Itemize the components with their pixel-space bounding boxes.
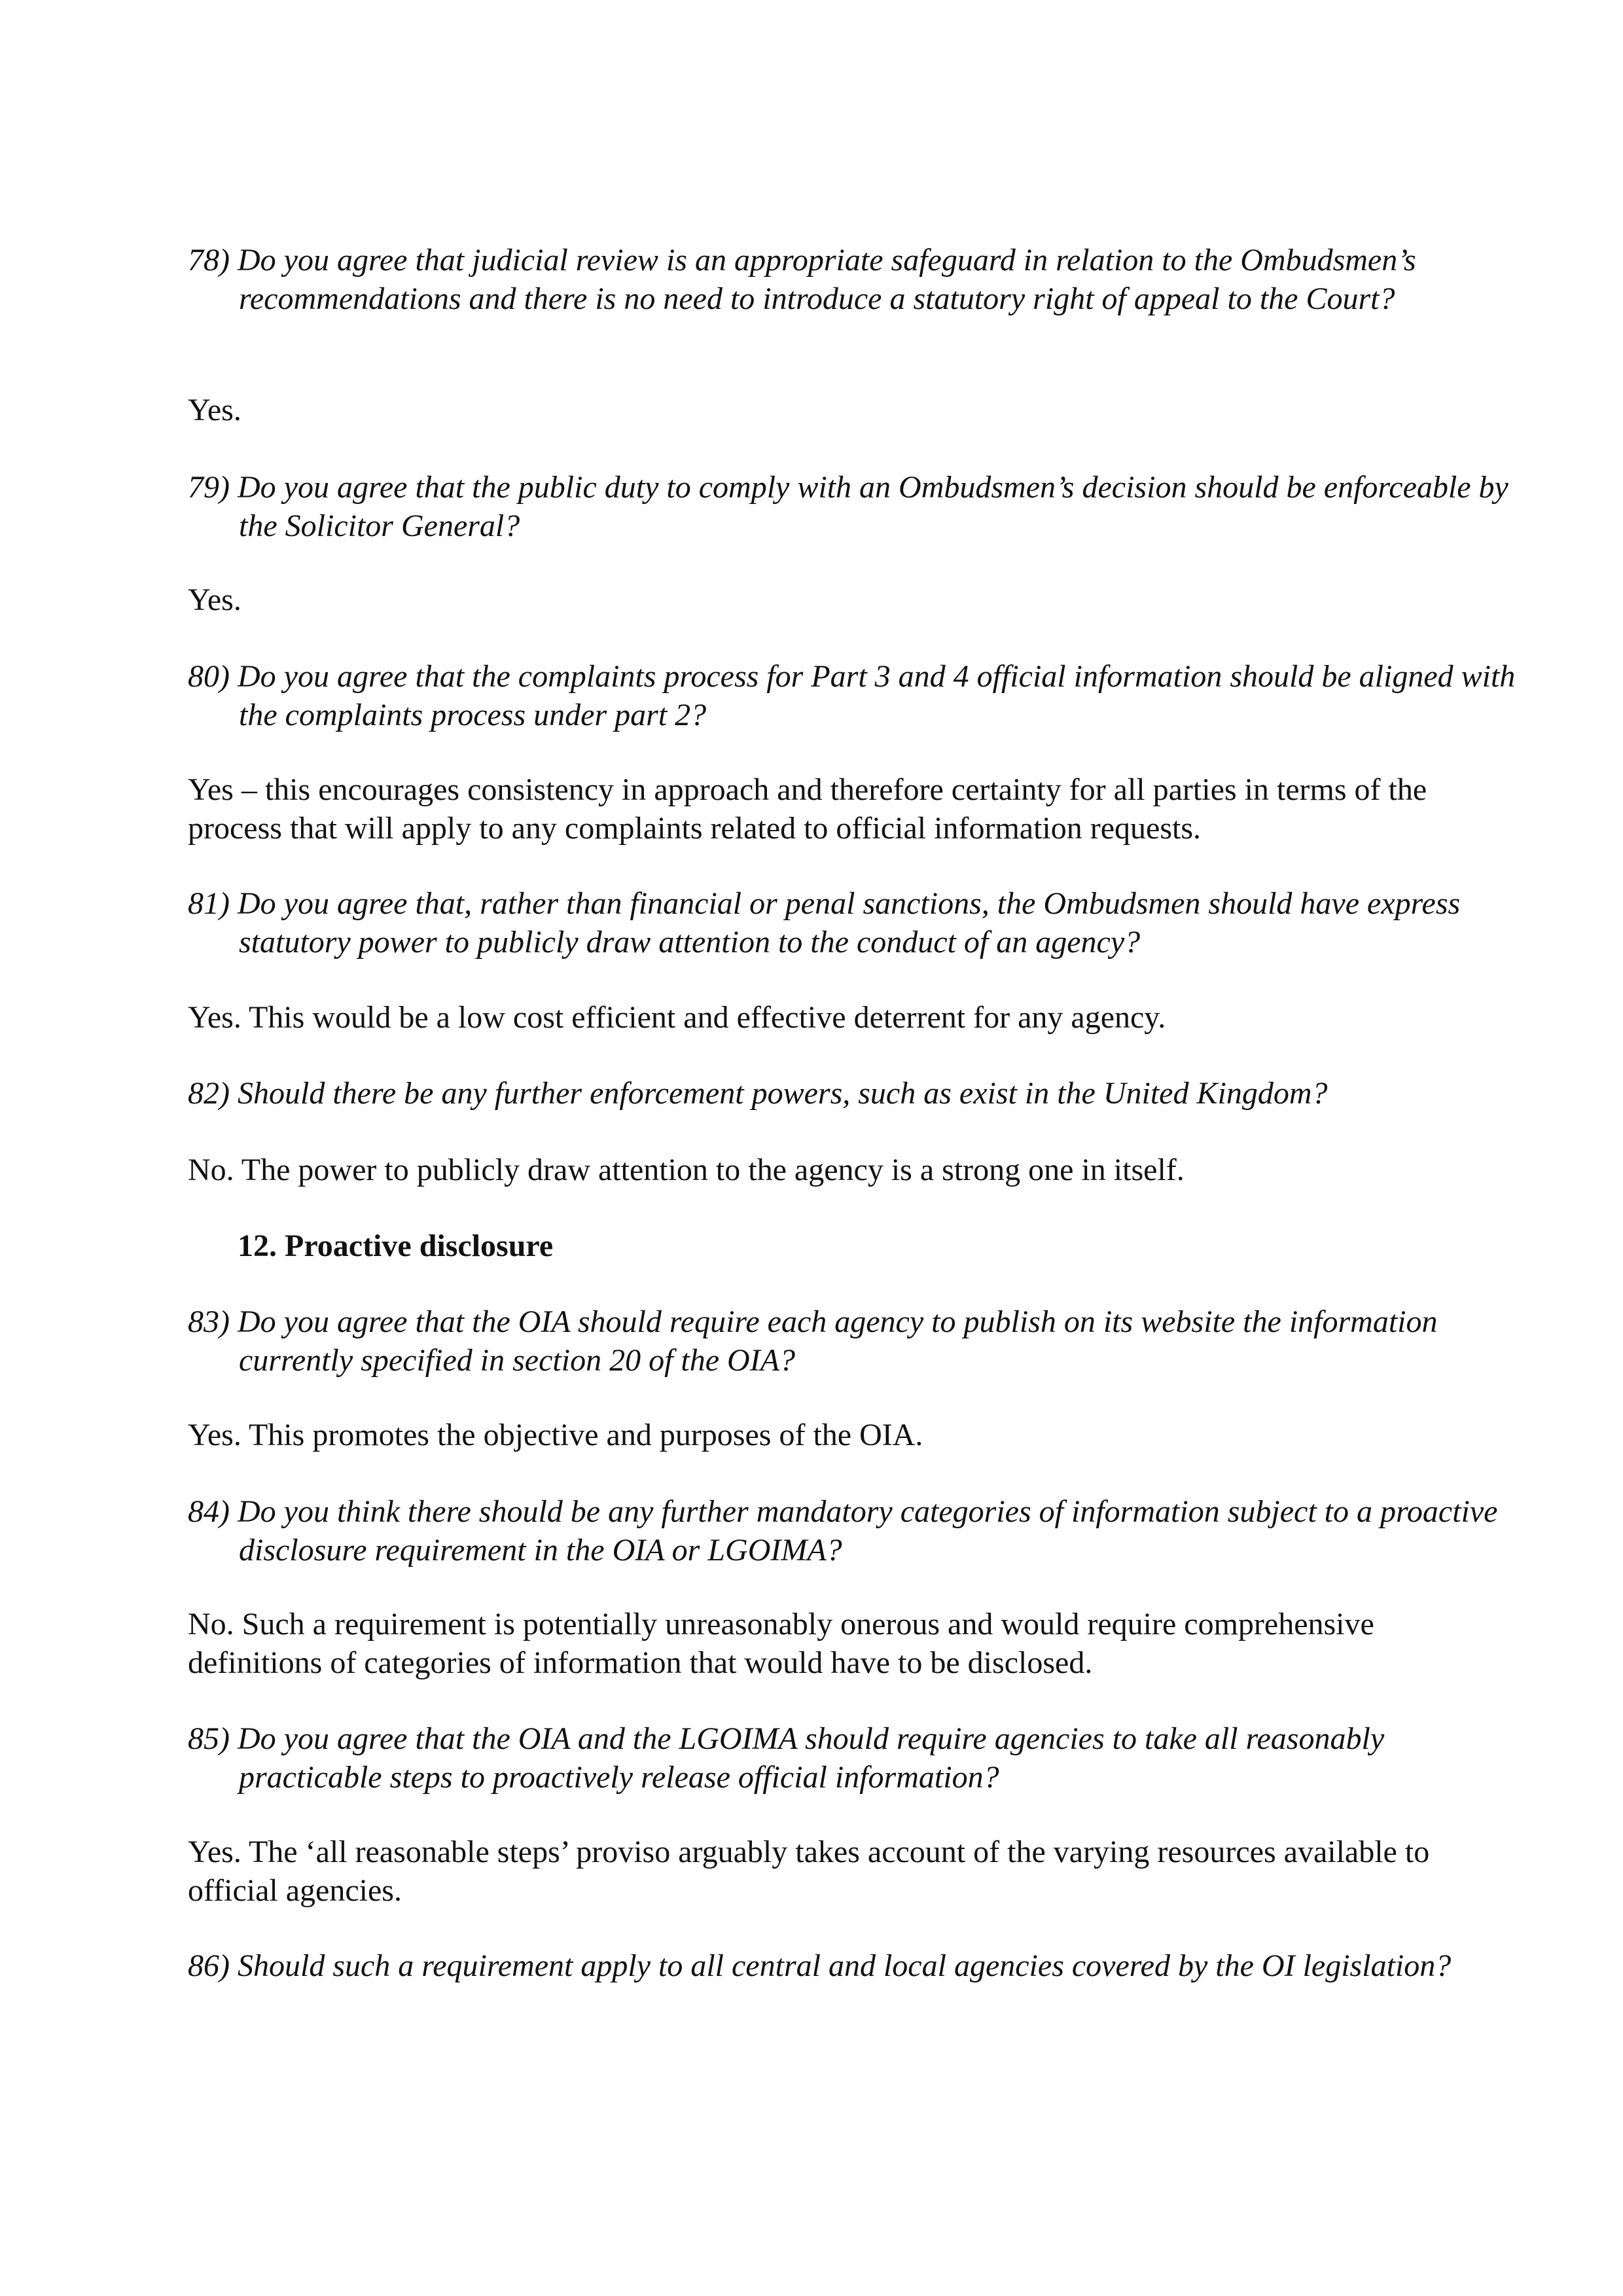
answer-81: Yes. This would be a low cost efficient and effective deterrent for any agency.: [188, 1000, 1166, 1035]
answer-78: Yes.: [188, 393, 241, 427]
answer-79: Yes.: [188, 583, 241, 617]
question-78: 78) Do you agree that judicial review is an appropriate safeguard in relation to the Ombudsmen’s recommendations and there is no need to introduce a statutory right of appeal to the Court?: [188, 243, 1416, 316]
section-heading: 12. Proactive disclosure: [238, 1229, 554, 1263]
answer-82: No. The power to publicly draw attention to the agency is a strong one in itself.: [188, 1153, 1185, 1187]
question-82: 82) Should there be any further enforcement powers, such as exist in the United Kingdom?: [188, 1076, 1328, 1111]
answer-84: No. Such a requirement is potentially unreasonably onerous and would require comprehensive definitions of categories of information that would have to be disclosed.: [188, 1607, 1374, 1680]
question-81: 81) Do you agree that, rather than financial or penal sanctions, the Ombudsmen should have express statutory power to publicly draw attention to the conduct of an agency?: [188, 886, 1461, 960]
question-79: 79) Do you agree that the public duty to comply with an Ombudsmen’s decision should be enforceable by the Solicitor General?: [188, 470, 1508, 543]
answer-80: Yes – this encourages consistency in approach and therefore certainty for all parties in terms of the process that will apply to any complaints related to official information requests.: [188, 772, 1427, 846]
question-86: 86) Should such a requirement apply to all central and local agencies covered by the OI legislation?: [188, 1948, 1452, 1983]
answer-83: Yes. This promotes the objective and purposes of the OIA.: [188, 1418, 923, 1452]
answer-85: Yes. The ‘all reasonable steps’ proviso arguably takes account of the varying resources available to official agencies.: [188, 1835, 1430, 1908]
question-83: 83) Do you agree that the OIA should require each agency to publish on its website the information currently specified in section 20 of the OIA?: [188, 1304, 1438, 1378]
question-84: 84) Do you think there should be any further mandatory categories of information subject to a proactive disclosure requirement in the OIA or LGOIMA?: [188, 1494, 1498, 1568]
question-80: 80) Do you agree that the complaints process for Part 3 and 4 official information should be aligned with the complaints process under part 2?: [188, 659, 1516, 732]
question-85: 85) Do you agree that the OIA and the LGOIMA should require agencies to take all reasonably practicable steps to proactively release official information?: [188, 1721, 1385, 1795]
